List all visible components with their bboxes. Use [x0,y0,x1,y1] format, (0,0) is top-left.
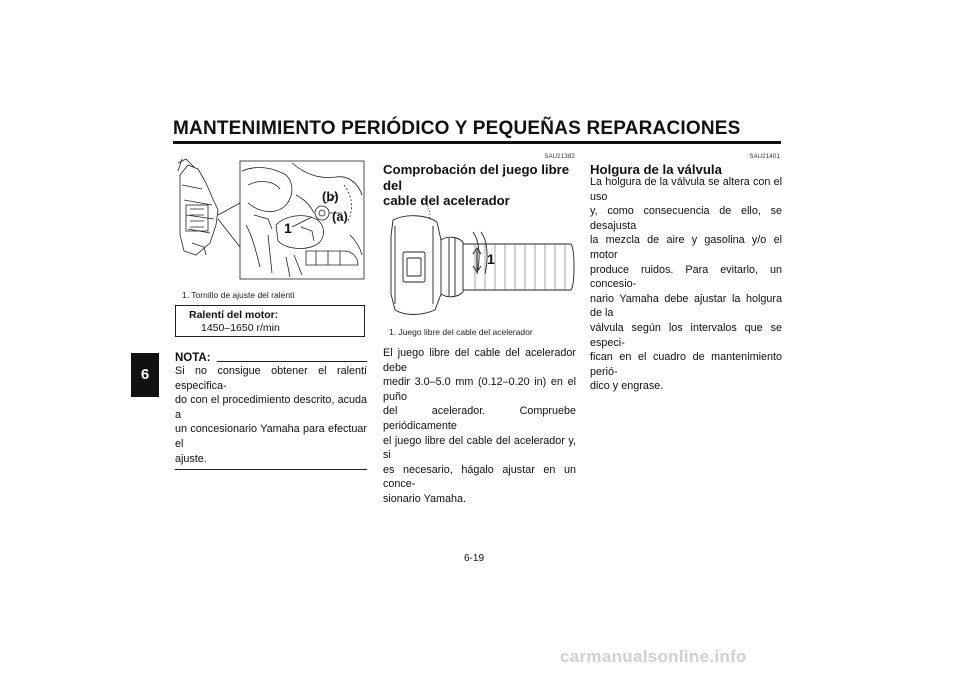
body-line: produce ruidos. Para evitarlo, un concesio- [590,263,782,291]
section-code: SAU21401 [749,154,780,160]
callout-a: (a) [332,209,348,224]
body-line: sionario Yamaha. [383,492,467,505]
nota-top-rule [217,361,367,362]
body-line: es necesario, hágalo ajustar en un conce- [383,463,576,491]
engine-drawing [176,155,366,280]
nota-heading: NOTA: [175,352,211,364]
nota-line: Si no consigue obtener el ralentí especifica- [175,365,367,392]
idle-speed-spec-box [175,305,365,337]
nota-block [175,352,367,470]
chapter-tab: 6 [131,353,159,397]
body-line: nario Yamaha debe ajustar la holgura de la [590,292,782,320]
nota-line: un concesionario Yamaha para efectuar el [175,423,367,450]
spec-value: 1450–1650 r/min [201,322,280,334]
body-line: dico y engrase. [590,380,664,393]
valve-body-text [590,175,782,394]
section-code: SAU21382 [544,154,575,160]
section-heading: Holgura de la válvula [590,162,722,177]
heading-line: cable del acelerador [383,193,510,208]
throttle-drawing [385,200,577,318]
body-line: el juego libre del cable del acelerador y, si [383,434,576,462]
left-figure-caption: 1. Tornillo de ajuste del ralentí [182,290,295,300]
body-line: El juego libre del cable del acelerador debe [383,347,576,374]
watermark-text: carmanualsonline.info [560,647,747,666]
page-header-title: MANTENIMIENTO PERIÓDICO Y PEQUEÑAS REPARACIONES [173,118,741,139]
nota-bottom-rule [175,469,367,470]
callout-1: 1 [284,220,292,236]
throttle-grip-illustration [385,200,577,318]
callout-b: (b) [322,189,339,204]
body-line: y, como consecuencia de ello, se desajusta [590,205,782,232]
heading-line: Comprobación del juego libre del [383,162,570,193]
nota-line: do con el procedimiento descrito, acuda a [175,394,367,421]
body-line: fican en el cuadro de mantenimiento perió- [590,351,782,378]
callout-1: 1 [487,251,495,267]
spec-label: Ralentí del motor: [189,309,279,321]
page-number: 6-19 [464,553,485,564]
nota-line: ajuste. [175,452,207,465]
body-line: La holgura de la válvula se altera con el uso [590,176,782,203]
body-line: la mezcla de aire y gasolina y/o el motor [590,234,782,261]
middle-figure-caption: 1. Juego libre del cable del acelerador [389,327,533,337]
idle-screw-illustration [176,155,366,280]
body-line: válvula según los intervalos que se especi- [590,321,782,349]
throttle-body-text [383,346,576,507]
header-rule [173,141,781,144]
body-line: del acelerador. Compruebe periódicamente [383,405,576,432]
body-line: medir 3.0–5.0 mm (0.12–0.20 in) en el puño [383,376,576,403]
